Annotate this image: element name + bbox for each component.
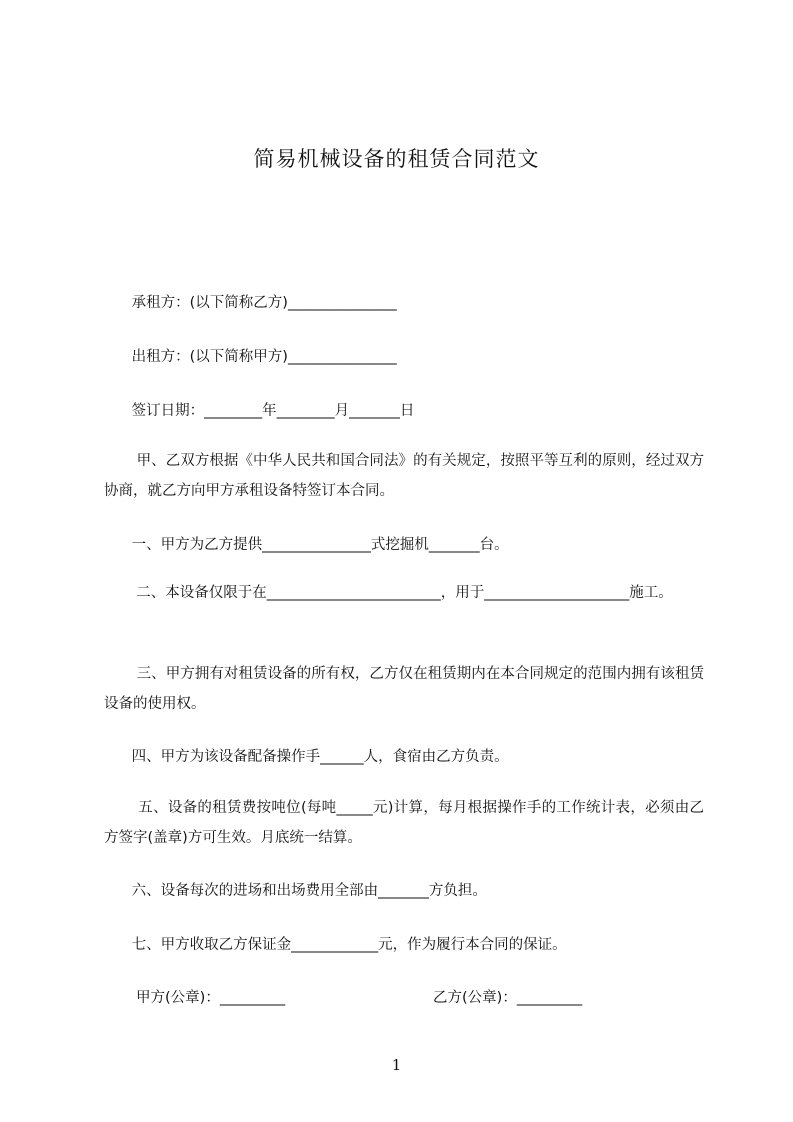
lessor-line: 出租方：(以下简称甲方)_______________ <box>104 349 397 365</box>
signature-party-b: 乙方(公章)：_________ <box>433 990 583 1006</box>
clause-5: 五、设备的租赁费按吨位(每吨_____元)计算，每月根据操作手的工作统计表，必须由乙方签字(盖章)方可生效。月底统一结算。 <box>104 800 704 846</box>
lessee-line: 承租方：(以下简称乙方)_______________ <box>104 295 397 311</box>
clause-7: 七、甲方收取乙方保证金____________元，作为履行本合同的保证。 <box>104 937 567 953</box>
date-line: 签订日期：________年________月_______日 <box>104 403 415 419</box>
clause-6: 六、设备每次的进场和出场费用全部由_______方负担。 <box>104 883 487 899</box>
document-title: 简易机械设备的租赁合同范文 <box>253 147 540 171</box>
preamble-paragraph: 甲、乙双方根据《中华人民共和国合同法》的有关规定，按照平等互利的原则，经过双方协商，就乙方向甲方承租设备特签订本合同。 <box>104 453 705 499</box>
clause-1: 一、甲方为乙方提供_______________式挖掘机_______台。 <box>104 537 509 553</box>
signature-party-a: 甲方(公章)：_________ <box>136 990 286 1006</box>
page-number: 1 <box>391 1056 402 1074</box>
clause-4: 四、甲方为该设备配备操作手______人，食宿由乙方负责。 <box>104 749 509 765</box>
clause-2: 二、本设备仅限于在________________________，用于____________________施工。 <box>104 585 673 601</box>
clause-3: 三、甲方拥有对租赁设备的所有权，乙方仅在租赁期内在本合同规定的范围内拥有该租赁设备的使用权。 <box>104 666 705 712</box>
